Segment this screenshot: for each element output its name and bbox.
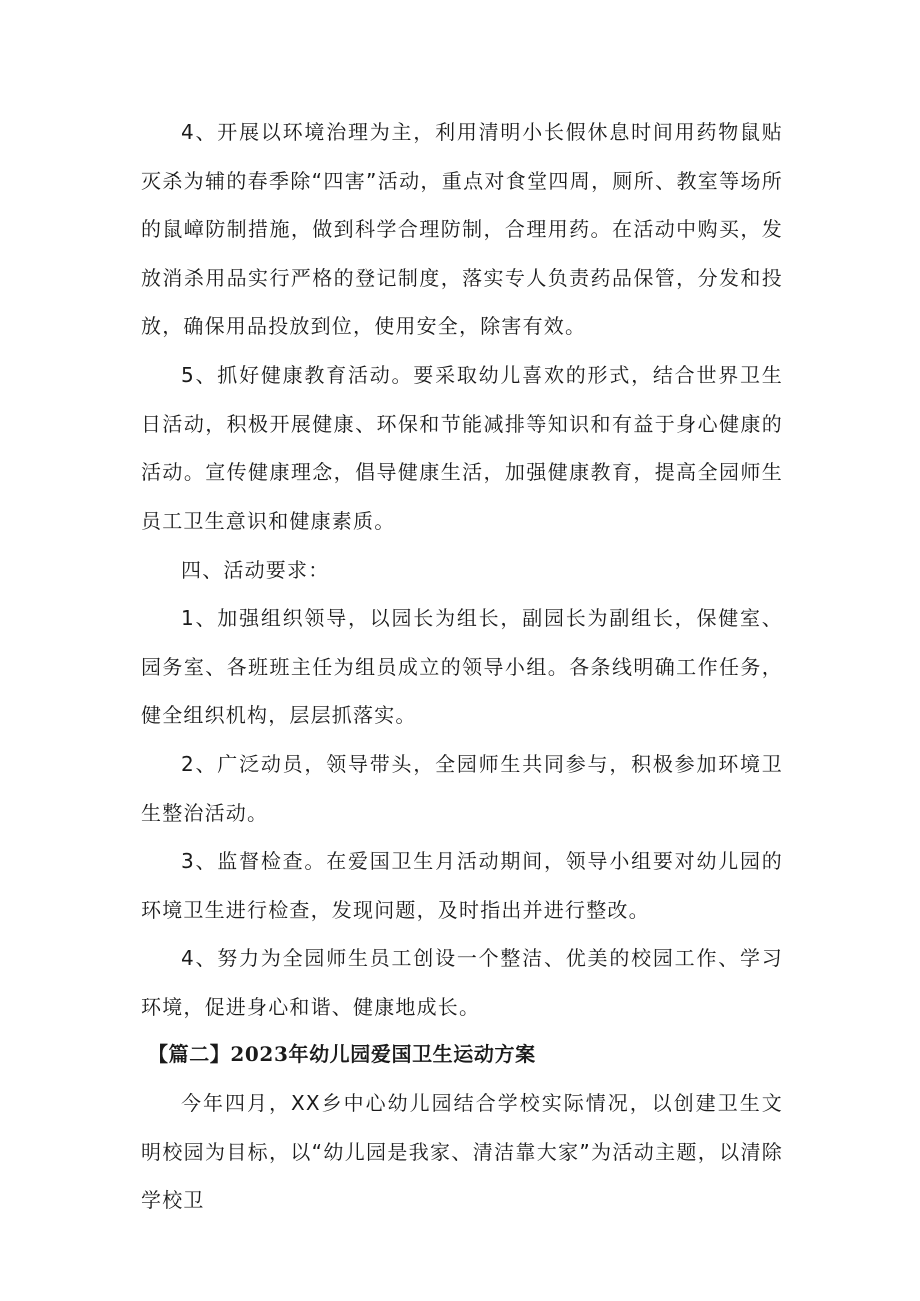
paragraph-pest-control: 4、开展以环境治理为主，利用清明小长假休息时间用药物鼠贴灭杀为辅的春季除“四害”活动，重点对食堂四周，厕所、教室等场所的鼠嶂防制措施，做到科学合理防制，合理用药。在活动中购买，发放消杀用品实行严格的登记制度，落实专人负责药品保管，分发和投放，确保用品投放到位，使用安全，除害有效。 <box>141 120 783 339</box>
section-heading-requirements: 四、活动要求： <box>181 558 330 582</box>
paragraph-environment: 4、努力为全园师生员工创设一个整洁、优美的校园工作、学习环境，促进身心和谐、健康地成长。 <box>141 946 783 1019</box>
paragraph-inspection: 3、监督检查。在爱国卫生月活动期间，领导小组要对幼儿园的环境卫生进行检查，发现问题，及时指出并进行整改。 <box>141 849 783 922</box>
paragraph-leadership: 1、加强组织领导，以园长为组长，副园长为副组长，保健室、园务室、各班班主任为组员成立的领导小组。各条线明确工作任务，健全组织机构，层层抓落实。 <box>141 606 783 728</box>
paragraph-health-education: 5、抓好健康教育活动。要采取幼儿喜欢的形式，结合世界卫生日活动，积极开展健康、环保和节能减排等知识和有益于身心健康的活动。宣传健康理念，倡导健康生活，加强健康教育，提高全园师生员工卫生意识和健康素质。 <box>141 363 783 533</box>
paragraph-intro: 今年四月，XX乡中心幼儿园结合学校实际情况，以创建卫生文明校园为目标，以“幼儿园是我家、清洁靠大家”为活动主题，以清除学校卫 <box>141 1091 783 1213</box>
article-heading: 【篇二】2023年幼儿园爱国卫生运动方案 <box>148 1042 536 1066</box>
paragraph-mobilization: 2、广泛动员，领导带头，全园师生共同参与，积极参加环境卫生整治活动。 <box>141 752 783 825</box>
